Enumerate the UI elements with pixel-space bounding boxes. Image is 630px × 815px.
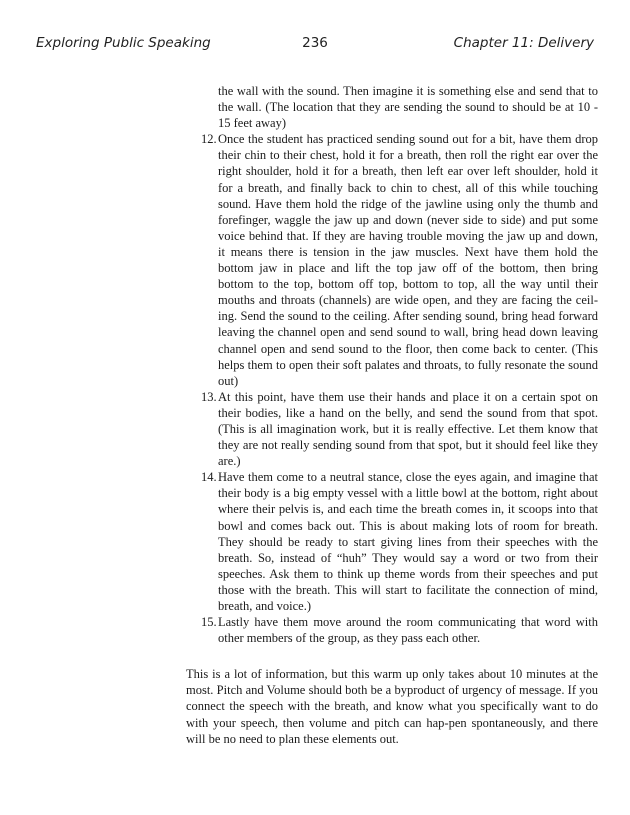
list-item-number: 12.: [201, 132, 217, 147]
page-header: [36, 35, 594, 55]
list-item-text: At this point, have them use their hands and place it on a certain spot on their bodies, like a hand on the belly, and send the sound from that spot. (This is all imagination work, but it is really effective. Let them know that they are not really sending sound from that spot, but it should feel like they are.): [218, 389, 598, 469]
list-item: [186, 131, 598, 389]
page-body: [186, 83, 598, 759]
list-item-text: Once the student has practiced sending sound out for a bit, have them drop their chin to their chest, hold it for a breath, then roll the right ear over the right shoulder, hold it for a breath, then left ear over left shoulder, hold it for a breath, and finally back to chin to chest, all of this while touching sound. Have them hold the ridge of the jawline using only the thumb and forefinger, waggle the jaw up and down (never side to side) and put some voice behind that. If they are having trouble moving the jaw up and down, it means there is tension in the jaw muscles. Next have them hold the bottom jaw in place and lift the top jaw off of the bottom, then bring bottom to the top, bottom off top, bottom to top, all the way until their mouths and throats (channels) are wide open, and they are facing the ceil-ing. Send the sound to the ceiling. After sending sound, bring head forward leaving the channel open and send sound to wall, bring head down leaving channel open and send sound to the floor, then come back to center. (This helps them to open their soft palates and throats, to fully resonate the sound out): [218, 132, 598, 388]
list-item-text: the wall with the sound. Then imagine it is something else and send that to the wall. (The location that they are sending the sound to should be at 10 - 15 feet away): [218, 84, 598, 131]
list-item-text: Have them come to a neutral stance, close the eyes again, and imagine that their body is a big empty vessel with a little bowl at the bottom, right about where their pelvis is, and each time the breath comes in, it scoops into that bowl and comes back out. This is about making lots of room for breath. They should be ready to start giving lines from their speeches with the breath. So, instead of “huh” They would say a word or two from their speeches. Ask them to think up theme words from their speeches and put those with the breath. This will start to facilitate the connection of mind, breath, and voice.): [218, 470, 598, 613]
list-item-text: Lastly have them move around the room communicating that word with other members of the group, as they pass each other.: [218, 615, 598, 646]
book-title: Exploring Public Speaking: [36, 35, 211, 51]
list-item-number: 15.: [201, 615, 217, 630]
chapter-title: Chapter 11: Delivery: [453, 35, 594, 51]
list-item-number: 14.: [201, 470, 217, 485]
list-item: [186, 614, 598, 646]
list-item: [186, 469, 598, 614]
closing-paragraph: This is a lot of information, but this warm up only takes about 10 minutes at the most. Pitch and Volume should both be a byproduct of urgency of message. If you connect the speech with the breath, and know what you specifically want to do with your speech, then volume and pitch can hap-pen spontaneously, and there will be no need to plan these elements out.: [186, 667, 598, 746]
list-item: [186, 83, 598, 131]
numbered-list: [186, 83, 598, 646]
list-item: [186, 389, 598, 469]
list-item-number: 13.: [201, 389, 217, 404]
page-number: 236: [302, 35, 328, 51]
